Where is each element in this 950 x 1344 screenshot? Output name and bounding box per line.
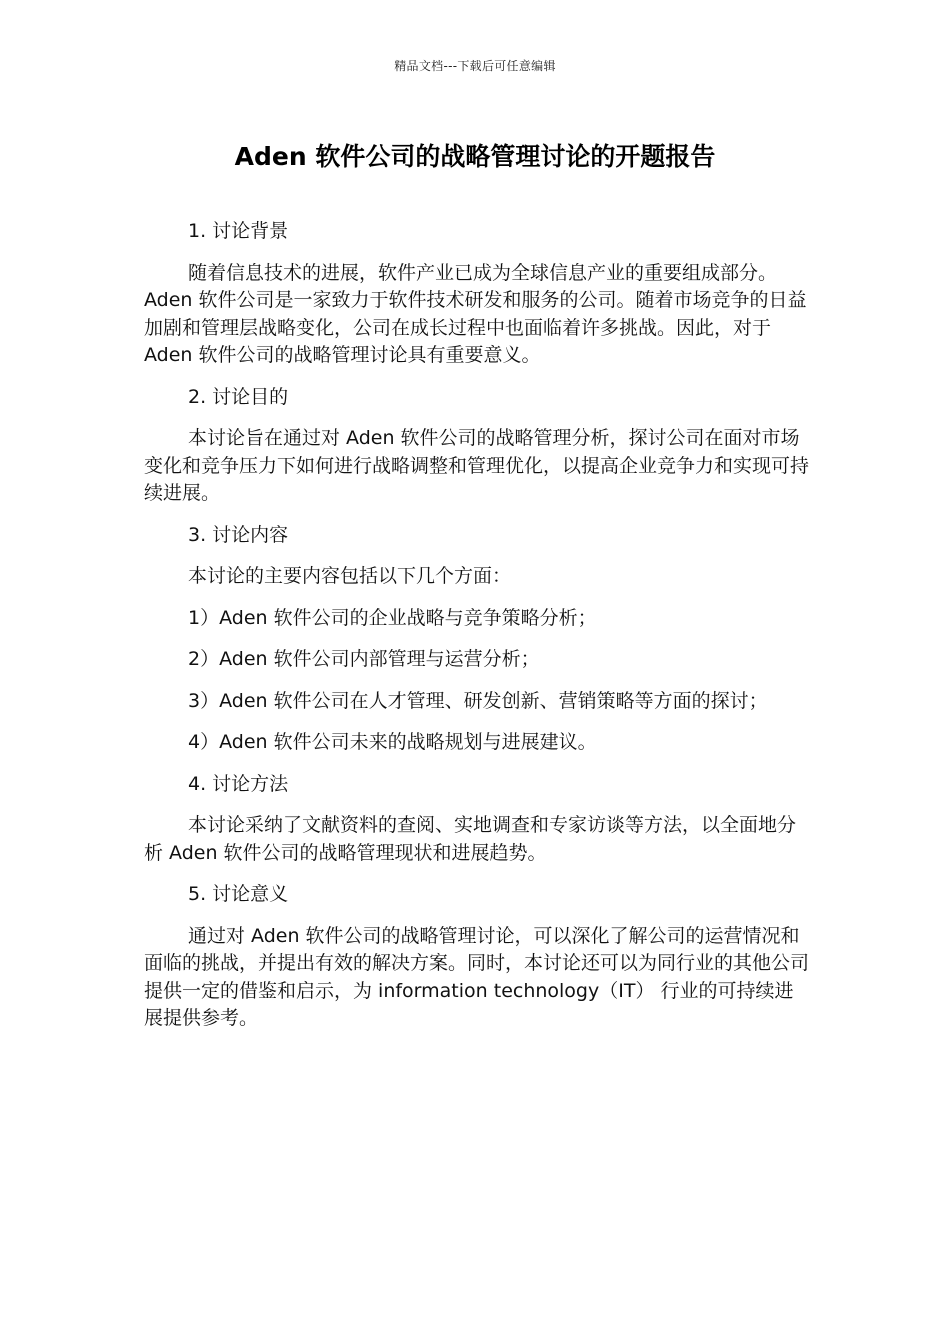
section-intro-content: 本讨论的主要内容包括以下几个方面： [188,565,512,587]
list-item: 4）Aden 软件公司未来的战略规划与进展建议。 [188,731,597,753]
section-paragraph-method: 本讨论采纳了文献资料的查阅、实地调查和专家访谈等方法，以全面地分析 Aden 软件公司的战略管理现状和进展趋势。 [144,814,797,864]
section-paragraph-background: 随着信息技术的进展，软件产业已成为全球信息产业的重要组成部分。Aden 软件公司是一家致力于软件技术研发和服务的公司。随着市场竞争的日益加剧和管理层战略变化，公司在成长过程中也面临着许多挑战。因此，对于 Aden 软件公司的战略管理讨论具有重要意义。 [144,261,807,366]
list-item: 2）Aden 软件公司内部管理与运营分析； [188,648,540,670]
header-note: 精品文档---下载后可任意编辑 [394,59,556,73]
section-paragraph-significance: 通过对 Aden 软件公司的战略管理讨论，可以深化了解公司的运营情况和面临的挑战，并提出有效的解决方案。同时，本讨论还可以为同行业的其他公司提供一定的借鉴和启示，为 information technology（IT） 行业的可持续进展提供参考。 [144,924,810,1029]
document-title: Aden 软件公司的战略管理讨论的开题报告 [234,142,716,171]
list-item: 1）Aden 软件公司的企业战略与竞争策略分析； [188,606,597,629]
section-heading-significance: 5. 讨论意义 [188,883,289,905]
section-heading-purpose: 2. 讨论目的 [188,385,289,408]
document-body [144,218,809,1047]
section-heading-method: 4. 讨论方法 [188,772,289,795]
section-paragraph-purpose: 本讨论旨在通过对 Aden 软件公司的战略管理分析，探讨公司在面对市场变化和竞争压力下如何进行战略调整和管理优化，以提高企业竞争力和实现可持续进展。 [144,427,810,504]
section-heading-background: 1. 讨论背景 [188,220,289,242]
section-heading-content: 3. 讨论内容 [188,523,289,546]
list-item: 3）Aden 软件公司在人才管理、研发创新、营销策略等方面的探讨； [188,689,768,712]
